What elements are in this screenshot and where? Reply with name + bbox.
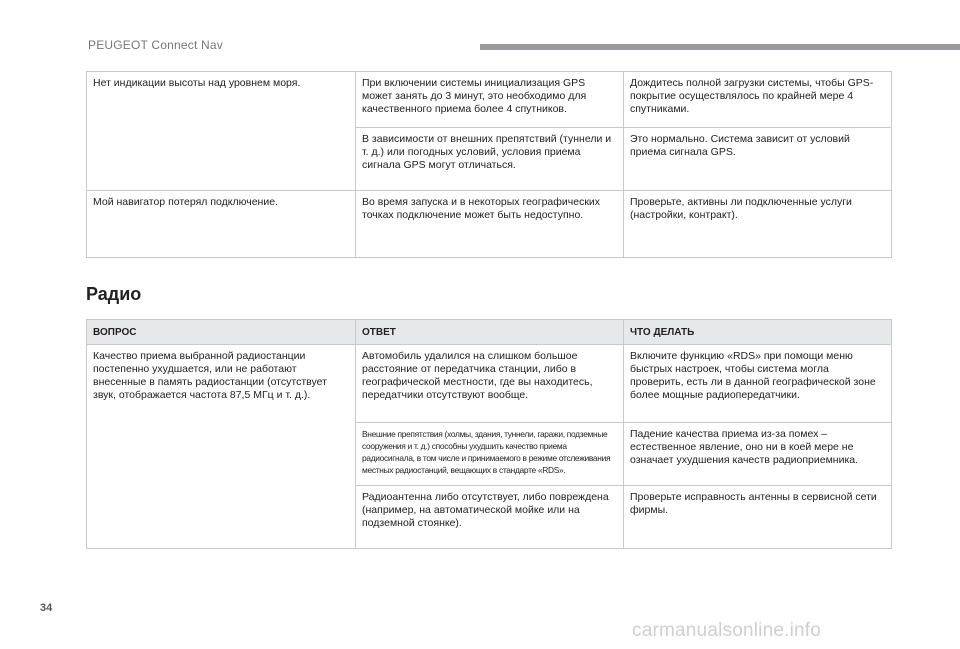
answer-cell: Во время запуска и в некоторых географических точках подключение может быть недоступно. — [356, 191, 624, 258]
solution-cell: Проверьте, активны ли подключенные услуги (настройки, контракт). — [624, 191, 892, 258]
solution-cell: Проверьте исправность антенны в сервисной сети фирмы. — [624, 486, 892, 549]
header-answer: ОТВЕТ — [356, 320, 624, 345]
answer-cell: При включении системы инициализация GPS может занять до 3 минут, это необходимо для качественного приема более 4 спутников. — [356, 72, 624, 128]
question-cell: Мой навигатор потерял подключение. — [87, 191, 356, 258]
answer-cell: Радиоантенна либо отсутствует, либо повреждена (например, на автоматической мойке или на подземной стоянке). — [356, 486, 624, 549]
watermark: carmanualsonline.info — [632, 620, 822, 641]
answer-cell: В зависимости от внешних препятствий (туннели и т. д.) или погодных условий, условия приема сигнала GPS могут отличаться. — [356, 128, 624, 191]
navigation-troubleshooting-table — [86, 71, 892, 258]
manual-header-title: PEUGEOT Connect Nav — [88, 38, 223, 52]
solution-cell: Дождитесь полной загрузки системы, чтобы GPS-покрытие осуществлялось по крайней мере 4 спутниками. — [624, 72, 892, 128]
header-solution: ЧТО ДЕЛАТЬ — [624, 320, 892, 345]
table-row — [87, 191, 892, 258]
table-row — [87, 72, 892, 128]
question-cell: Качество приема выбранной радиостанции постепенно ухудшается, или не работают внесенные в память радиостанции (отсутствует звук, отображается частота 87,5 МГц и т. д.). — [87, 345, 356, 549]
solution-cell: Это нормально. Система зависит от условий приема сигнала GPS. — [624, 128, 892, 191]
solution-cell: Падение качества приема из-за помех – естественное явление, оно ни в коей мере не означает ухудшения качеств радиоприемника. — [624, 423, 892, 486]
answer-cell: Внешние препятствия (холмы, здания, туннели, гаражи, подземные сооружения и т. д.) способны ухудшить качество приема радиосигнала, в том числе и принимаемого в режиме отслеживания местных радиостанций, вещающих в стандарте «RDS». — [356, 423, 624, 486]
page-number: 34 — [40, 602, 53, 614]
solution-cell: Включите функцию «RDS» при помощи меню быстрых настроек, чтобы система могла проверить, есть ли в данной географической зоне более мощные радиопередатчики. — [624, 345, 892, 423]
table-row — [87, 345, 892, 423]
header-bar — [480, 44, 960, 50]
table-header-row — [87, 320, 892, 345]
header-question: ВОПРОС — [87, 320, 356, 345]
answer-cell: Автомобиль удалился на слишком большое расстояние от передатчика станции, либо в географической местности, где вы находитесь, передатчики отсутствуют вообще. — [356, 345, 624, 423]
question-cell: Нет индикации высоты над уровнем моря. — [87, 72, 356, 191]
radio-troubleshooting-table — [86, 319, 892, 549]
section-title-radio: Радио — [86, 284, 142, 304]
